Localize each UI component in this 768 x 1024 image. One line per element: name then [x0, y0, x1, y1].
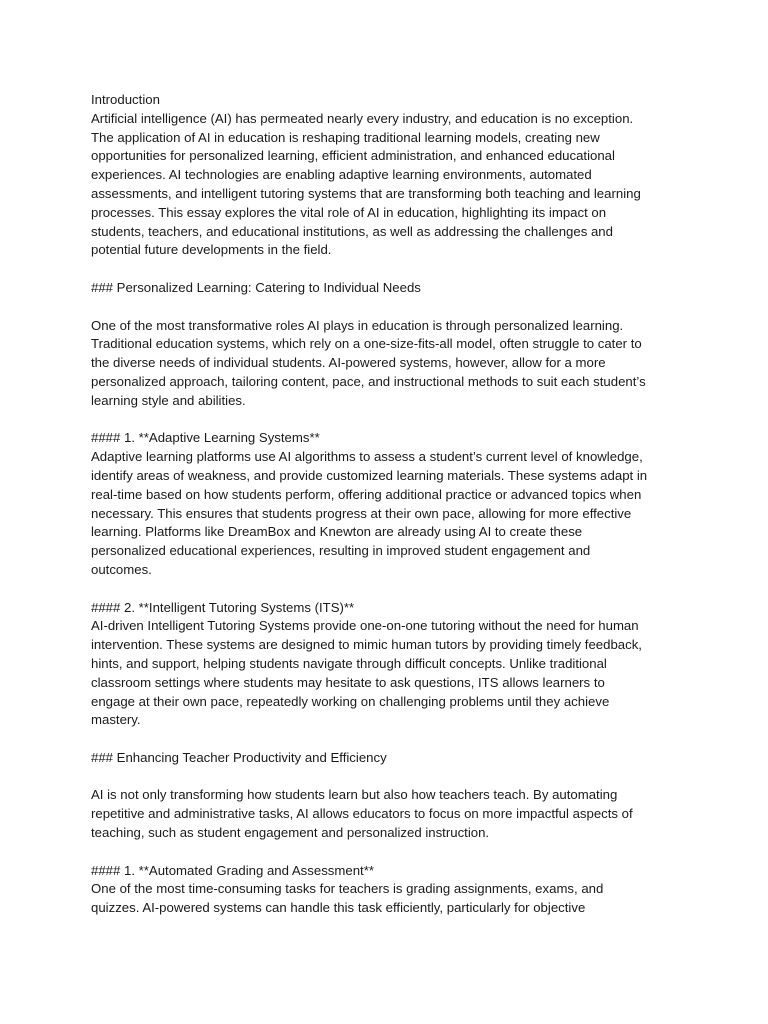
text-line: AI is not only transforming how students learn but also how teachers teach. By automating [91, 787, 618, 803]
text-line: classroom settings where students may hesitate to ask questions, ITS allows learners to [91, 674, 605, 690]
text-line: opportunities for personalized learning, efficient administration, and enhanced educational [91, 148, 615, 164]
text-line: hints, and support, helping students navigate through difficult concepts. Unlike traditional [91, 655, 607, 671]
paragraph-gap [91, 260, 681, 279]
text-line: necessary. This ensures that students progress at their own pace, allowing for more effective [91, 505, 632, 521]
subsection-heading-line: #### 1. **Adaptive Learning Systems** [91, 430, 320, 446]
text-line: identify areas of weakness, and provide customized learning materials. These systems adapt in [91, 467, 648, 483]
document-body [91, 91, 681, 918]
section-heading-line: ### Personalized Learning: Catering to Individual Needs [91, 279, 421, 295]
text-line: personalized educational experiences, resulting in improved student engagement and [91, 543, 591, 559]
text-line: mastery. [91, 712, 141, 728]
text-line: teaching, such as student engagement and personalized instruction. [91, 825, 490, 841]
paragraph-gap [91, 298, 681, 317]
text-line: One of the most time-consuming tasks for teachers is grading assignments, exams, and [91, 881, 604, 897]
text-line: learning style and abilities. [91, 392, 246, 408]
paragraph-gap [91, 411, 681, 430]
text-line: AI-driven Intelligent Tutoring Systems provide one-on-one tutoring without the need for human [91, 618, 639, 634]
text-line: One of the most transformative roles AI plays in education is through personalized learning. [91, 317, 624, 333]
text-line: assessments, and intelligent tutoring systems that are transforming both teaching and learning [91, 185, 641, 201]
text-line: engage at their own pace, repeatedly working on challenging problems until they achieve [91, 693, 610, 709]
text-line: outcomes. [91, 561, 152, 577]
text-line: personalized approach, tailoring content, pace, and instructional methods to suit each student’s [91, 373, 646, 389]
section-heading-line: ### Enhancing Teacher Productivity and Efficiency [91, 749, 387, 765]
text-line: The application of AI in education is reshaping traditional learning models, creating new [91, 129, 600, 145]
paragraph-gap [91, 768, 681, 787]
subsection-heading-line: #### 1. **Automated Grading and Assessment** [91, 862, 374, 878]
text-line: Artificial intelligence (AI) has permeated nearly every industry, and education is no exception. [91, 110, 634, 126]
text-line: processes. This essay explores the vital role of AI in education, highlighting its impact on [91, 204, 607, 220]
text-line: intervention. These systems are designed to mimic human tutors by providing timely feedback, [91, 637, 642, 653]
text-line: quizzes. AI-powered systems can handle this task efficiently, particularly for objective [91, 900, 586, 916]
subsection-heading-line: #### 2. **Intelligent Tutoring Systems (ITS)** [91, 599, 355, 615]
text-line: repetitive and administrative tasks, AI allows educators to focus on more impactful aspects of [91, 806, 633, 822]
text-line: experiences. AI technologies are enabling adaptive learning environments, automated [91, 167, 592, 183]
paragraph-gap [91, 843, 681, 862]
text-line: potential future developments in the field. [91, 242, 332, 258]
paragraph-gap [91, 730, 681, 749]
text-line: real-time based on how students perform, offering additional practice or advanced topics when [91, 486, 642, 502]
text-line: students, teachers, and educational institutions, as well as addressing the challenges and [91, 223, 613, 239]
text-line: Adaptive learning platforms use AI algorithms to assess a student’s current level of knowledge, [91, 449, 643, 465]
text-line: learning. Platforms like DreamBox and Knewton are already using AI to create these [91, 524, 583, 540]
intro-heading-line: Introduction [91, 92, 160, 107]
text-line: Traditional education systems, which rely on a one-size-fits-all model, often struggle to cater to [91, 336, 642, 352]
text-line: the diverse needs of individual students. AI-powered systems, however, allow for a more [91, 355, 606, 371]
paragraph-gap [91, 580, 681, 599]
